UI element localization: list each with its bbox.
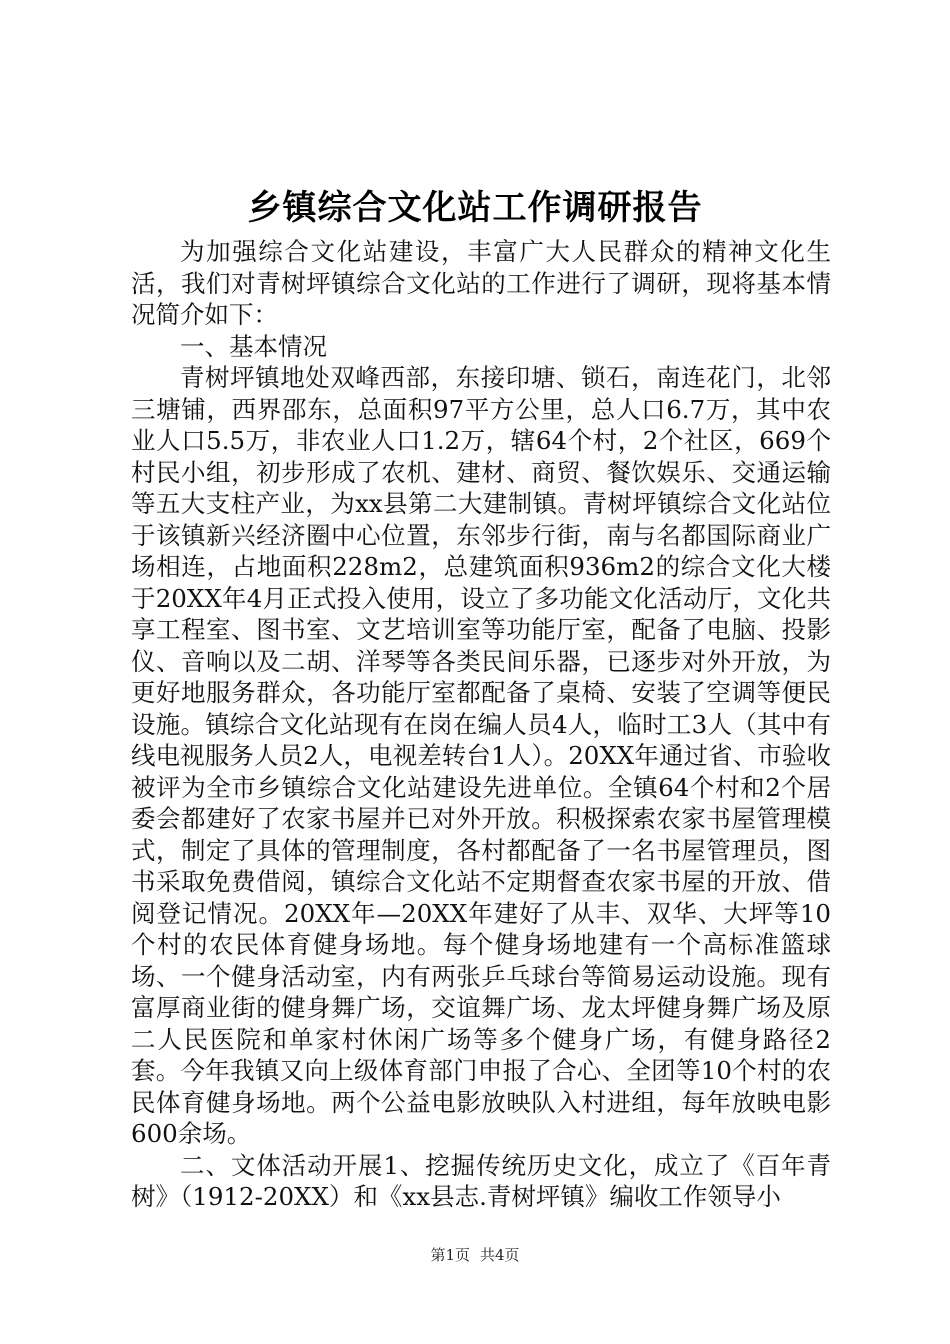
page-number: 第1页 <box>430 1246 470 1264</box>
intro-paragraph: 为加强综合文化站建设，丰富广大人民群众的精神文化生活，我们对青树坪镇综合文化站的工作进行了调研，现将基本情况简介如下： <box>131 237 831 329</box>
document-body <box>131 236 831 1213</box>
section-heading-basic: 一、基本情况 <box>180 331 327 361</box>
section-heading-activities: 二、文体活动开展1、挖掘传统历史文化，成立了《百年青树》（1912-20XX）和《xx县志.青树坪镇》编收工作领导小 <box>131 1150 831 1211</box>
page-footer <box>0 1244 950 1266</box>
page-total: 共4页 <box>480 1246 520 1264</box>
basic-situation-paragraph: 青树坪镇地处双峰西部，东接印塘、锁石，南连花门，北邻三塘铺，西界邵东，总面积97平方公里，总人口6.7万，其中农业人口5.5万，非农业人口1.2万，辖64个村，2个社区，669个村民小组，初步形成了农机、建材、商贸、餐饮娱乐、交通运输等五大支柱产业，为xx县第二大建制镇。青树坪镇综合文化站位于该镇新兴经济圈中心位置，东邻步行街，南与名都国际商业广场相连，占地面积228m2，总建筑面积936m2的综合文化大楼于20XX年4月正式投入使用，设立了多功能文化活动厅，文化共享工程室、图书室、文艺培训室等功能厅室，配备了电脑、投影仪、音响以及二胡、洋琴等各类民间乐器，已逐步对外开放，为更好地服务群众，各功能厅室都配备了桌椅、安装了空调等便民设施。镇综合文化站现有在岗在编人员4人，临时工3人（其中有线电视服务人员2人，电视差转台1人）。20XX年通过省、市验收被评为全市乡镇综合文化站建设先进单位。全镇64个村和2个居委会都建好了农家书屋并已对外开放。积极探索农家书屋管理模式，制定了具体的管理制度，各村都配备了一名书屋管理员，图书采取免费借阅，镇综合文化站不定期督查农家书屋的开放、借阅登记情况。20XX年—20XX年建好了从丰、双华、大坪等10个村的农民体育健身场地。每个健身场地建有一个高标准篮球场、一个健身活动室，内有两张乒乓球台等简易运动设施。现有富厚商业街的健身舞广场，交谊舞广场、龙太坪健身舞广场及原二人民医院和单家村休闲广场等多个健身广场，有健身路径2套。今年我镇又向上级体育部门申报了合心、全团等10个村的农民体育健身场地。两个公益电影放映队入村进组，每年放映电影600余场。 <box>131 363 831 1148</box>
document-title: 乡镇综合文化站工作调研报告 <box>247 188 703 228</box>
